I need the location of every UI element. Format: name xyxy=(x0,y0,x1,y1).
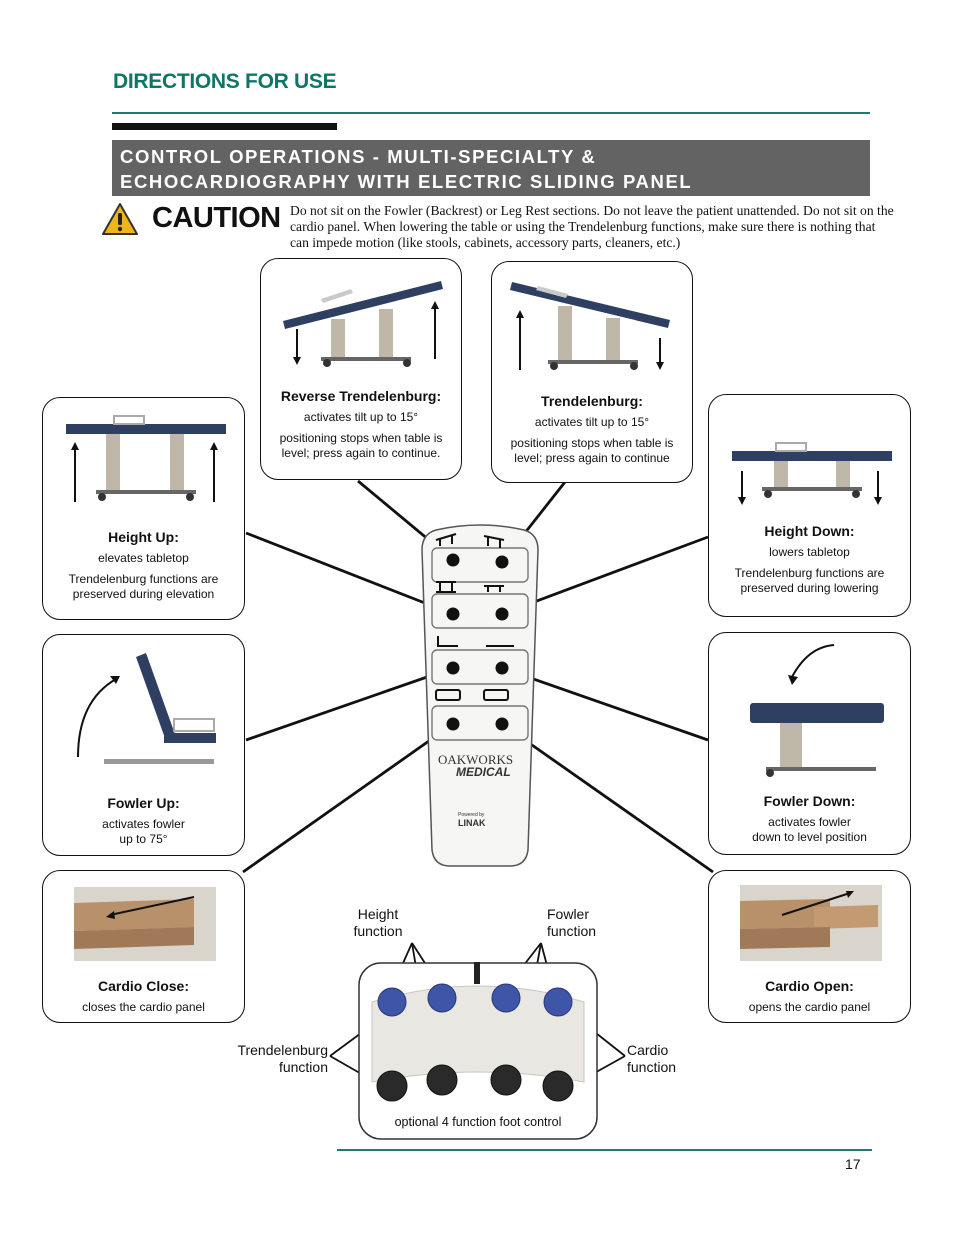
foot-fowler-label-line: Fowler xyxy=(547,906,590,922)
card-title: Cardio Close: xyxy=(97,978,189,994)
footer-rule xyxy=(337,1149,872,1151)
foot-cardio-label-line: function xyxy=(627,1059,677,1075)
card-desc: level; press again to continue. xyxy=(281,446,441,460)
card-title: Fowler Down: xyxy=(763,793,856,809)
banner-line-2: ECHOCARDIOGRAPHY WITH ELECTRIC SLIDING PANEL xyxy=(120,171,693,192)
card-desc: down to level position xyxy=(752,830,867,844)
foot-trend-label-line: Trendelenburg xyxy=(237,1042,328,1058)
foot-height-label-line: function xyxy=(353,923,403,939)
card-desc: activates tilt up to 15° xyxy=(303,410,419,424)
card-desc: Trendelenburg functions are xyxy=(734,566,885,580)
foot-cardio-label-line: Cardio xyxy=(627,1042,669,1058)
caution-heading: CAUTION xyxy=(152,202,281,234)
caution-text: Do not sit on the Fowler (Backrest) or Leg Rest sections. Do not leave the patient unattended. Do not sit on the cardio panel. When lowering the table or using the Trendelenburg functions, make sure there is nothing that can impede motion (like stools, cabinets, accessory parts, cleaners, etc.) xyxy=(290,203,894,250)
card-title: Trendelenburg: xyxy=(541,393,643,409)
foot-control-image xyxy=(358,962,598,1140)
card-title: Reverse Trendelenburg: xyxy=(280,388,442,404)
card-desc: positioning stops when table is xyxy=(279,431,443,445)
remote-powered-by: Powered by xyxy=(458,812,485,818)
card-desc: lowers tabletop xyxy=(769,545,850,559)
page-number: 17 xyxy=(845,1156,861,1172)
card-title: Height Down: xyxy=(764,523,855,539)
card-title: Fowler Up: xyxy=(107,795,180,811)
card-desc: activates tilt up to 15° xyxy=(534,415,650,429)
foot-height-label-line: Height xyxy=(357,906,399,922)
remote-linak-logo: LINAK xyxy=(458,818,486,828)
foot-fowler-label-line: function xyxy=(547,923,597,939)
banner-line-1: CONTROL OPERATIONS - MULTI-SPECIALTY & xyxy=(120,146,597,167)
card-desc: preserved during elevation xyxy=(72,587,215,601)
optional-foot-control xyxy=(358,962,598,1140)
card-title: Height Up: xyxy=(108,529,179,545)
card-title: Cardio Open: xyxy=(765,978,854,994)
card-desc: elevates tabletop xyxy=(98,551,189,565)
foot-control-caption: optional 4 function foot control xyxy=(394,1115,562,1129)
card-desc: level; press again to continue xyxy=(514,451,670,465)
card-desc: opens the cardio panel xyxy=(748,1000,871,1014)
card-desc: positioning stops when table is xyxy=(510,436,674,450)
card-desc: activates fowler xyxy=(768,815,851,829)
section-title: DIRECTIONS FOR USE xyxy=(113,70,337,93)
foot-trend-label-line: function xyxy=(278,1059,328,1075)
remote-brand-line-1: OAKWORKS xyxy=(438,752,514,767)
card-desc: activates fowler xyxy=(102,817,185,831)
card-desc: up to 75° xyxy=(119,832,168,846)
card-desc: Trendelenburg functions are xyxy=(68,572,219,586)
remote-brand-line-2: MEDICAL xyxy=(456,765,511,779)
card-desc: preserved during lowering xyxy=(740,581,879,595)
card-desc: closes the cardio panel xyxy=(82,1000,205,1014)
